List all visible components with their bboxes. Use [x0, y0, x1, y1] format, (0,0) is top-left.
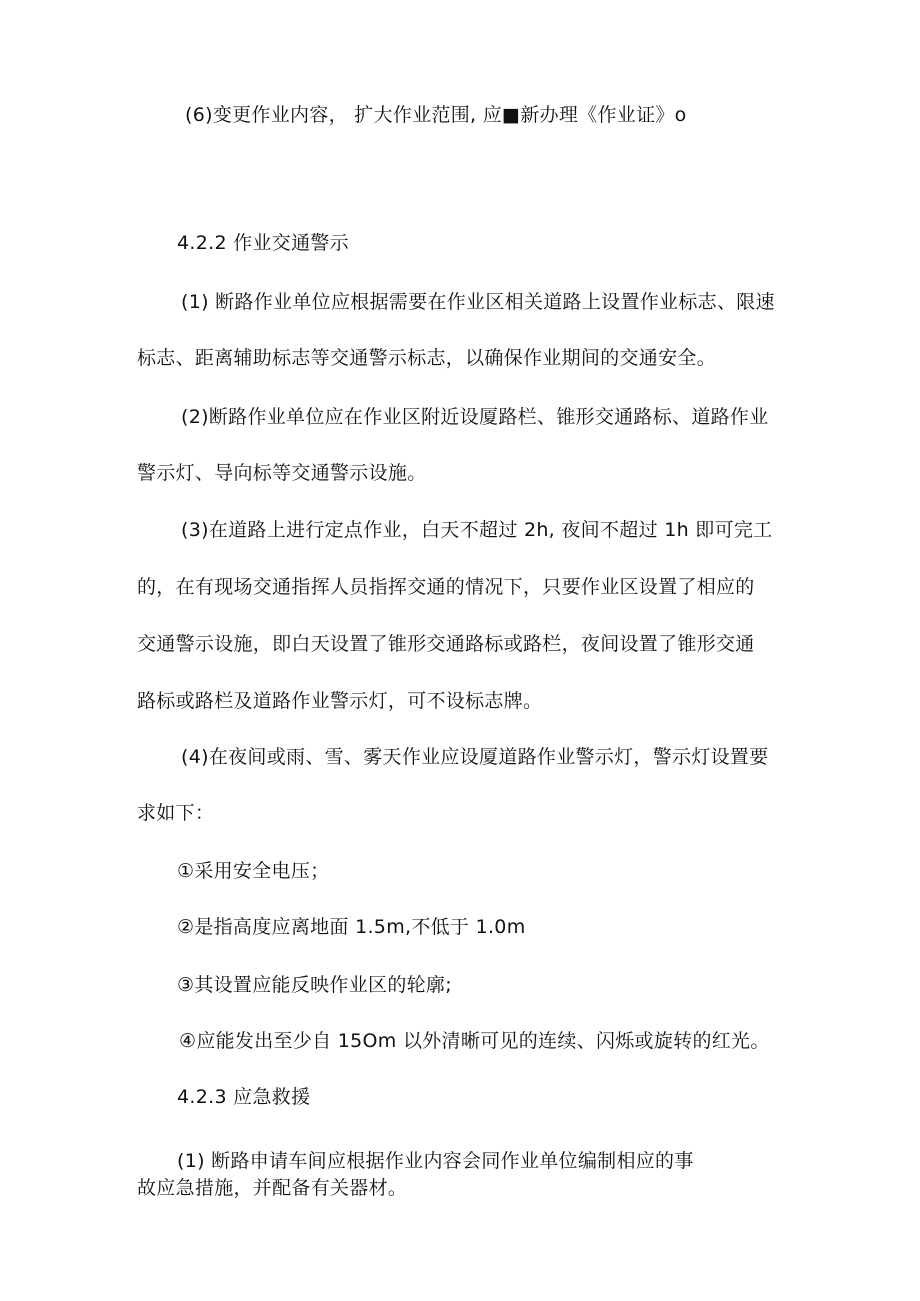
paragraph-4-line-1: (4)在夜间或雨、雪、雾天作业应设厦道路作业警示灯，警示灯设置要 [181, 746, 769, 768]
paragraph-2-line-1: (2)断路作业单位应在作业区附近设厦路栏、锥形交通路标、道路作业 [181, 406, 769, 428]
paragraph-6-line-1: (6)变更作业内容， 扩大作业范围, 应■新办理《作业证》o [185, 104, 687, 126]
paragraph-4-line-2: 求如下： [137, 802, 215, 824]
section-heading-4-2-3: 4.2.3 应急救援 [177, 1086, 311, 1108]
section-heading-4-2-2: 4.2.2 作业交通警示 [177, 232, 349, 254]
paragraph-emergency-line-2: 故应急措施，并配备有关器材。 [137, 1177, 408, 1199]
list-item-2: ②是指高度应离地面 1.5m,不低于 1.0m [177, 916, 526, 938]
paragraph-3-line-2: 的，在有现场交通指挥人员指挥交通的情况下，只要作业区设置了相应的 [137, 576, 755, 598]
list-item-3: ③其设置应能反映作业区的轮廓; [177, 974, 452, 996]
paragraph-3-line-1: (3)在道路上进行定点作业，白天不超过 2h, 夜间不超过 1h 即可完工 [181, 519, 773, 541]
paragraph-emergency-line-1: (1) 断路申请车间应根据作业内容会同作业单位编制相应的事 [177, 1150, 694, 1172]
list-item-1: ①采用安全电压； [177, 860, 330, 882]
list-item-4: ④应能发出至少自 15Om 以外清晰可见的连续、闪烁或旋转的红光。 [179, 1030, 770, 1052]
paragraph-3-line-3: 交通警示设施，即白天设置了锥形交通路标或路栏，夜间设置了锥形交通 [137, 633, 755, 655]
paragraph-1-line-1: (1) 断路作业单位应根据需要在作业区相关道路上设置作业标志、限速 [181, 291, 775, 313]
paragraph-1-line-2: 标志、距离辅助标志等交通警示标志，以确保作业期间的交通安全。 [137, 347, 717, 369]
paragraph-3-line-4: 路标或路栏及道路作业警示灯，可不设标志牌。 [137, 690, 543, 712]
paragraph-2-line-2: 警示灯、导向标等交通警示设施。 [137, 462, 427, 484]
